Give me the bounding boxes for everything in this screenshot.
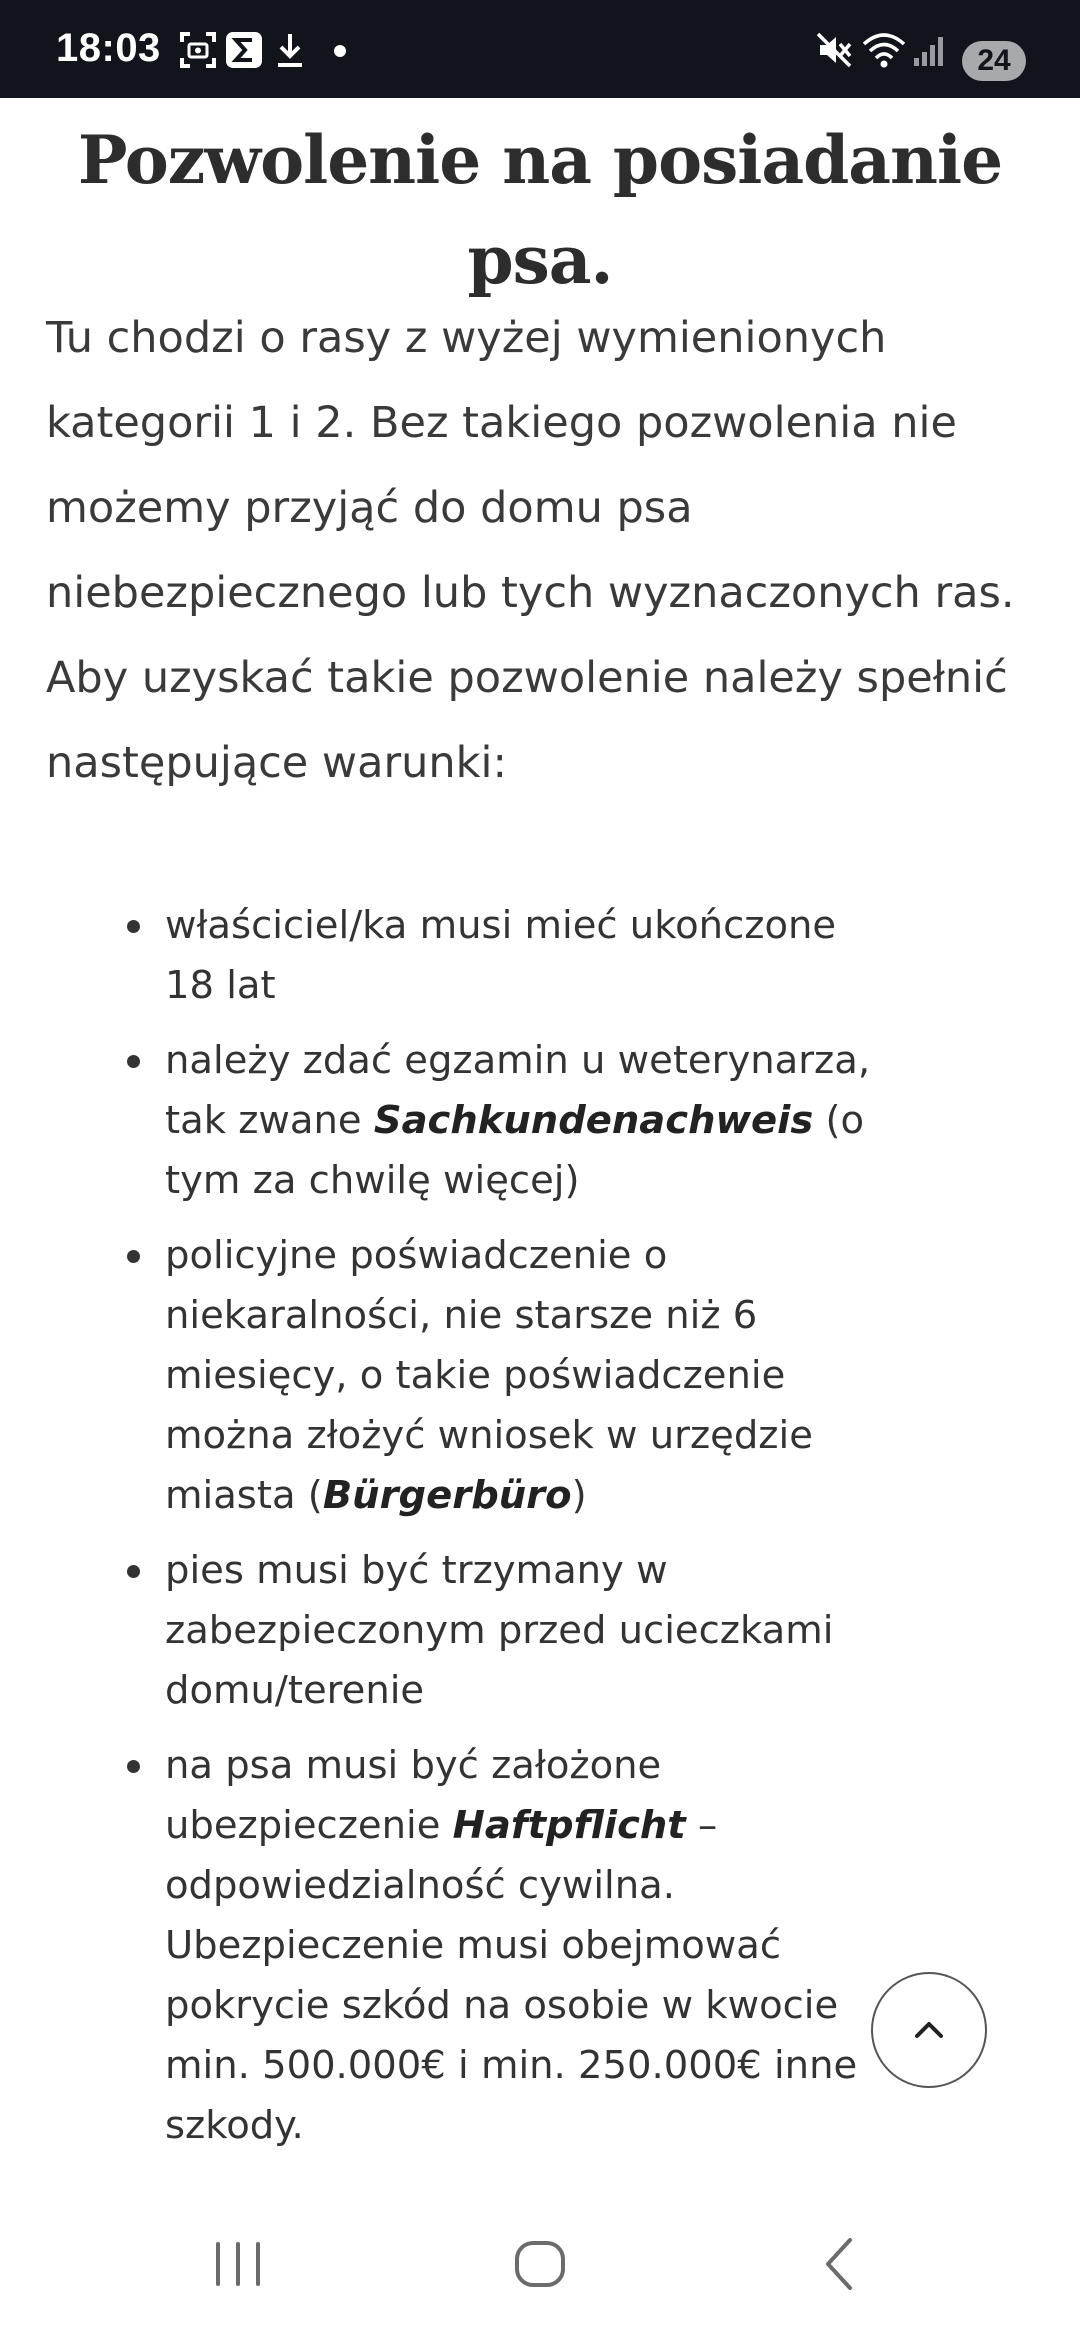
list-item-text: na psa musi być założone ubezpieczenie xyxy=(165,1743,662,1848)
back-button[interactable] xyxy=(802,2224,882,2304)
navigation-bar xyxy=(0,2188,1080,2340)
list-item xyxy=(0,1736,885,2156)
bullet-icon xyxy=(127,1055,140,1068)
list-item-text: (o tym za chwilę więcej) xyxy=(165,1098,865,1203)
back-icon xyxy=(802,2224,882,2304)
bullet-icon xyxy=(127,920,140,933)
term-burgerburo: Bürgerbüro xyxy=(322,1473,572,1518)
term-haftpflicht: Haftpflicht xyxy=(452,1803,686,1848)
bullet-icon xyxy=(127,1565,140,1578)
home-icon xyxy=(500,2224,580,2304)
list-item-text: ) xyxy=(571,1473,587,1518)
list-item xyxy=(0,896,885,1016)
download-icon xyxy=(270,30,310,70)
scroll-to-top-button[interactable] xyxy=(871,1972,987,2088)
list-item xyxy=(0,1226,885,1526)
intro-paragraph: Tu chodzi o rasy z wyżej wymienionych kategorii 1 i 2. Bez takiego pozwolenia nie możemy przyjąć do domu psa niebezpiecznego lub tych wyznaczonych ras. Aby uzyskać takie pozwolenie należy spełnić następujące warunki: xyxy=(46,313,1015,788)
home-button[interactable] xyxy=(500,2224,580,2304)
dot-icon xyxy=(322,30,362,70)
list-item xyxy=(0,1541,885,1721)
list-item-text: policyjne poświadczenie o niekaralności, nie starsze niż 6 miesięcy, o takie poświadczenie można złożyć wniosek w urzędzie miasta ( xyxy=(165,1233,813,1518)
list-item-text: właściciel/ka musi mieć ukończone 18 lat xyxy=(165,903,837,1008)
battery-level: 24 xyxy=(962,41,1026,81)
mute-icon xyxy=(814,30,854,70)
chevron-up-icon xyxy=(909,2010,949,2050)
bullet-icon xyxy=(127,1760,140,1773)
list-item-text: pies musi być trzymany w zabezpieczonym przed ucieczkami domu/terenie xyxy=(165,1548,834,1713)
list-item-text: – odpowiedzialność cywilna. Ubezpieczenie musi obejmować pokrycie szkód na osobie w kwocie min. 500.000€ i min. 250.000€ inne szkody. xyxy=(165,1803,858,2148)
wifi-icon xyxy=(862,30,902,70)
status-time: 18:03 xyxy=(56,26,161,70)
term-sachkundenachweis: Sachkundenachweis xyxy=(373,1098,814,1143)
sigma-app-icon xyxy=(224,30,264,70)
bullet-icon xyxy=(127,1250,140,1263)
article-content xyxy=(0,98,1080,2188)
article-heading: Pozwolenie na posiadanie psa. xyxy=(77,121,1003,299)
signal-icon xyxy=(910,30,950,70)
list-item-text: należy zdać egzamin u weterynarza, tak zwane xyxy=(165,1038,871,1143)
status-bar xyxy=(0,0,1080,98)
recent-apps-button[interactable] xyxy=(198,2224,278,2304)
list-item xyxy=(0,1031,885,1211)
recent-apps-icon xyxy=(198,2224,278,2304)
screenshot-icon xyxy=(178,30,218,70)
